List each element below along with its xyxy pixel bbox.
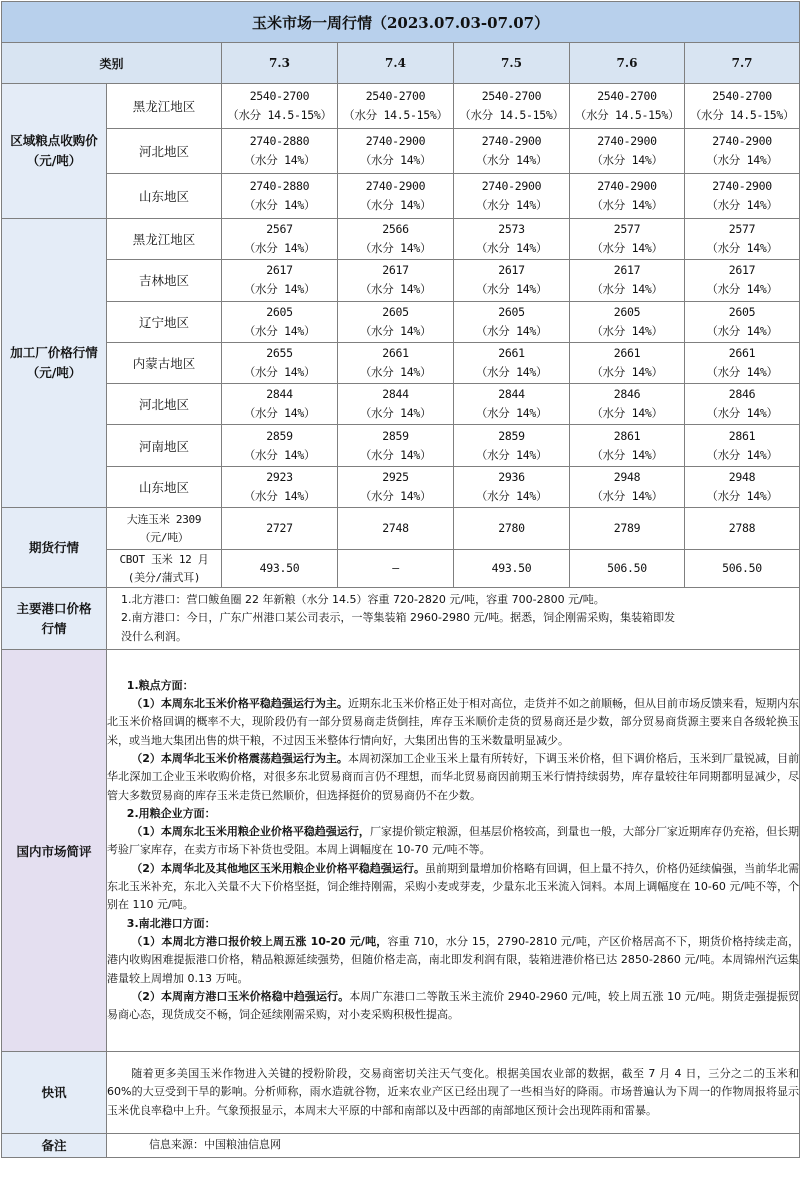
table-row: [2, 588, 800, 650]
table-row: [2, 129, 800, 174]
futures-price: 2789: [613, 521, 641, 536]
region-label: 河北地区: [138, 144, 189, 159]
price-value: 2846: [613, 387, 641, 402]
source-note: 信息来源：中国粮油信息网: [149, 1138, 281, 1152]
price-value: 2740-2900: [597, 134, 657, 148]
moisture-note: （水分 14%）: [591, 447, 663, 462]
price-value: 2617: [266, 263, 293, 278]
price-value: 2861: [728, 428, 756, 443]
price-value: 2740-2900: [365, 179, 426, 193]
review-lead: （1）本周东北玉米用粮企业价格平稳趋强运行，: [131, 825, 370, 839]
price-cell: [570, 466, 685, 507]
region-label: 山东地区: [138, 479, 189, 495]
price-cell: [338, 219, 454, 260]
region-label: 黑龙江地区: [132, 232, 196, 248]
price-value: 2566: [382, 222, 409, 237]
futures-price-cell: [338, 550, 454, 588]
category-header: 类别: [2, 43, 222, 84]
price-cell: [685, 84, 800, 129]
price-cell: [570, 174, 685, 219]
region-name: [107, 174, 222, 219]
review-body: 虽前期到量增加价格略有回调，但上量不持久，价格仍延续偏强，当前华北需东北玉米补充，东北入关量不大下价格坚挺，饲企维持刚需，采购小麦或芽麦，少量东北玉米流入饲料。本周上调幅度在 10-60 元/吨不等，个别在 110 元/吨。: [107, 861, 800, 912]
price-cell: [685, 129, 800, 174]
price-cell: [454, 129, 570, 174]
price-value: 2859: [382, 428, 409, 443]
price-cell: [454, 219, 570, 260]
moisture-note: （水分 14%）: [243, 447, 316, 462]
price-cell: [570, 425, 685, 466]
futures-price-cell: [222, 508, 338, 550]
moisture-note: （水分 14%）: [475, 323, 548, 338]
moisture-note: （水分 14%）: [591, 282, 663, 297]
section-label-line: 加工厂价格行情: [10, 345, 98, 361]
region-name: [107, 129, 222, 174]
table-row: [2, 174, 800, 219]
table-row: [2, 1134, 800, 1158]
section-label-line: 期货行情: [28, 539, 79, 555]
price-cell: [222, 384, 338, 425]
moisture-note: （水分 14%）: [475, 282, 548, 297]
price-value: 2925: [382, 469, 409, 484]
price-value: 2617: [613, 263, 641, 278]
moisture-note: （水分 14%）: [359, 241, 432, 256]
moisture-note: （水分 14%）: [706, 282, 778, 297]
remarks-text: [107, 1134, 800, 1158]
price-value: 2740-2900: [481, 179, 542, 193]
price-value: 2617: [498, 263, 525, 278]
moisture-note: （水分 14%）: [706, 241, 778, 256]
price-cell: [570, 301, 685, 342]
moisture-note: （水分 14%）: [591, 323, 663, 338]
section-label-line: 快讯: [41, 1084, 67, 1100]
price-value: 2859: [498, 428, 525, 443]
page-title: 玉米市场一周行情（2023.07.03-07.07）: [2, 2, 800, 43]
futures-price-cell: [685, 508, 800, 550]
price-cell: [570, 129, 685, 174]
corn-market-weekly-table: [1, 1, 800, 1158]
moisture-note: （水分 14%）: [591, 365, 663, 380]
price-value: 2540-2700: [481, 89, 542, 103]
price-value: 2577: [728, 222, 756, 237]
price-cell: [222, 466, 338, 507]
moisture-note: （水分 14%）: [359, 153, 432, 167]
price-value: 2605: [266, 304, 293, 319]
moisture-note: （水分 14%）: [475, 488, 548, 503]
contract-name: 大连玉米 2309: [126, 512, 202, 526]
region-label: 河南地区: [138, 438, 189, 454]
moisture-note: （水分 14%）: [359, 447, 432, 462]
review-paragraph: [107, 695, 799, 750]
futures-price: 2780: [498, 521, 525, 536]
moisture-note: （水分 14.5-15%）: [689, 108, 795, 122]
region-name: [107, 466, 222, 507]
header-row: [2, 43, 800, 84]
contract-name: CBOT 玉米 12 月: [119, 552, 209, 566]
price-cell: [685, 301, 800, 342]
region-label: 吉林地区: [138, 273, 189, 289]
moisture-note: （水分 14%）: [706, 198, 778, 212]
section-label-line: 备注: [41, 1137, 67, 1153]
price-cell: [454, 466, 570, 507]
price-cell: [222, 425, 338, 466]
review-paragraph: [107, 988, 799, 1025]
moisture-note: （水分 14%）: [359, 365, 432, 380]
moisture-note: （水分 14%）: [475, 447, 548, 462]
price-value: 2846: [728, 387, 756, 402]
review-paragraph: [107, 823, 799, 860]
moisture-note: （水分 14%）: [475, 406, 548, 421]
futures-price-cell: [222, 550, 338, 588]
price-value: 2740-2900: [597, 179, 657, 193]
price-value: 2844: [498, 387, 525, 402]
price-cell: [570, 260, 685, 301]
table-row: [2, 84, 800, 129]
moisture-note: （水分 14%）: [359, 198, 432, 212]
price-cell: [454, 260, 570, 301]
ports-label: [2, 588, 107, 650]
review-lead: （2）本周南方港口玉米价格稳中趋强运行。: [131, 989, 350, 1003]
moisture-note: （水分 14%）: [243, 406, 316, 421]
price-value: 2740-2880: [249, 134, 310, 148]
price-value: 2661: [498, 346, 525, 361]
futures-price: 493.50: [259, 561, 300, 576]
price-value: 2948: [728, 469, 756, 484]
review-lead: （1）本周北方港口报价较上周五涨 10-20 元/吨，: [131, 934, 388, 948]
review-lead: （2）本周华北及其他地区玉米用粮企业价格平稳趋强运行。: [131, 861, 425, 875]
price-cell: [222, 84, 338, 129]
review-paragraph: [107, 860, 799, 915]
region-name: [107, 260, 222, 301]
moisture-note: （水分 14.5-15%）: [343, 108, 448, 122]
table-row: [2, 1052, 800, 1134]
news-text: [107, 1052, 800, 1134]
processing-plant-label: [2, 219, 107, 508]
futures-price: —: [392, 561, 399, 576]
region-name: [107, 301, 222, 342]
region-label: 黑龙江地区: [132, 99, 196, 114]
price-value: 2540-2700: [365, 89, 426, 103]
region-label: 河北地区: [138, 397, 189, 413]
price-value: 2617: [382, 263, 409, 278]
moisture-note: （水分 14%）: [359, 488, 432, 503]
region-name: [107, 84, 222, 129]
price-cell: [222, 129, 338, 174]
price-value: 2540-2700: [597, 89, 657, 103]
moisture-note: （水分 14%）: [591, 153, 663, 167]
moisture-note: （水分 14%）: [359, 406, 432, 421]
futures-price: 493.50: [491, 561, 532, 576]
futures-price-cell: [570, 550, 685, 588]
price-cell: [570, 84, 685, 129]
price-cell: [685, 425, 800, 466]
table-row: [2, 301, 800, 342]
moisture-note: （水分 14%）: [706, 488, 778, 503]
price-cell: [338, 425, 454, 466]
moisture-note: （水分 14%）: [591, 198, 663, 212]
price-value: 2740-2900: [481, 134, 542, 148]
region-label: 辽宁地区: [138, 314, 189, 330]
price-value: 2605: [382, 304, 409, 319]
moisture-note: （水分 14.5-15%）: [227, 108, 332, 122]
price-value: 2567: [266, 222, 293, 237]
moisture-note: （水分 14%）: [591, 488, 663, 503]
section-label-line: 主要港口价格: [16, 600, 92, 616]
moisture-note: （水分 14%）: [243, 198, 316, 212]
futures-price: 2727: [266, 521, 293, 536]
price-value: 2923: [266, 469, 293, 484]
price-value: 2859: [266, 428, 293, 443]
moisture-note: （水分 14%）: [706, 153, 778, 167]
review-body: 容重 710，水分 15，2790-2810 元/吨，产区价格居高不下，期货价格持续走高，港内收购困难提振港口价格，精品粮源延续强势，但随价格走高，南北即发利润有限，装箱进港价格已达 2850-2860 元/吨。本周锦州汽运集港量较上周增加 0.13 万吨。: [107, 934, 800, 985]
price-cell: [338, 174, 454, 219]
north-port-text: 1.北方港口：营口鲅鱼圈 22 年新粮（水分 14.5）容重 720-2820 元/吨，容重 700-2800 元/吨。: [121, 593, 605, 607]
price-value: 2740-2900: [365, 134, 426, 148]
moisture-note: （水分 14%）: [475, 241, 548, 256]
price-cell: [685, 384, 800, 425]
table-row: [2, 260, 800, 301]
news-label: [2, 1052, 107, 1134]
moisture-note: （水分 14%）: [243, 488, 316, 503]
moisture-note: （水分 14%）: [243, 282, 316, 297]
price-value: 2740-2880: [249, 179, 310, 193]
review-paragraph: [107, 933, 799, 988]
moisture-note: （水分 14%）: [706, 447, 778, 462]
price-cell: [338, 342, 454, 383]
section-label-line: 区域粮点收购价: [10, 133, 98, 148]
price-value: 2740-2900: [712, 134, 772, 148]
region-name: [107, 425, 222, 466]
price-cell: [454, 84, 570, 129]
moisture-note: （水分 14%）: [706, 365, 778, 380]
price-cell: [685, 219, 800, 260]
moisture-note: （水分 14.5-15%）: [574, 108, 680, 122]
price-cell: [454, 174, 570, 219]
price-cell: [338, 301, 454, 342]
futures-price: 506.50: [607, 561, 647, 576]
moisture-note: （水分 14%）: [243, 323, 316, 338]
moisture-note: （水分 14%）: [359, 282, 432, 297]
price-cell: [454, 342, 570, 383]
moisture-note: （水分 14.5-15%）: [459, 108, 564, 122]
market-review-text: [107, 650, 800, 1052]
section-label-unit: （元/吨）: [26, 365, 82, 381]
price-cell: [338, 466, 454, 507]
region-name: [107, 342, 222, 383]
price-value: 2861: [613, 428, 641, 443]
date-header: 7.3: [222, 43, 338, 84]
region-label: 内蒙古地区: [132, 356, 196, 372]
price-cell: [685, 174, 800, 219]
moisture-note: （水分 14%）: [243, 153, 316, 167]
price-value: 2617: [728, 263, 756, 278]
moisture-note: （水分 14%）: [591, 241, 663, 256]
moisture-note: （水分 14%）: [359, 323, 432, 338]
price-value: 2740-2900: [712, 179, 772, 193]
price-value: 2573: [498, 222, 525, 237]
ports-text: [107, 588, 800, 650]
table-row: [2, 508, 800, 550]
market-review-label: [2, 650, 107, 1052]
review-lead: （1）本周东北玉米价格平稳趋强运行为主。: [131, 697, 348, 711]
price-cell: [685, 342, 800, 383]
price-cell: [570, 342, 685, 383]
futures-price: 2788: [728, 521, 756, 536]
table-row: [2, 219, 800, 260]
review-body: 本周初深加工企业玉米上量有所转好，下调玉米价格，但下调价格后，玉米到厂量锐减，目前华北深加工企业玉米收购价格，对很多东北贸易商而言仍不理想，而华北贸易商因前期玉米行情持续弱势，库存量较往年同期都明显减少，尽管大多数贸易商的库存玉米走货已然顺价，但选择挺价的贸易商仍不在少数。: [107, 751, 800, 802]
contract-unit: (美分/蒲式耳): [127, 570, 201, 584]
moisture-note: （水分 14%）: [243, 241, 316, 256]
region-label: 山东地区: [138, 189, 189, 204]
regional-purchase-label: [2, 84, 107, 219]
price-value: 2655: [266, 346, 293, 361]
futures-price: 2748: [382, 521, 409, 536]
region-name: [107, 219, 222, 260]
price-value: 2936: [498, 469, 525, 484]
price-value: 2540-2700: [249, 89, 310, 103]
section-label-line: 国内市场简评: [16, 843, 92, 859]
price-cell: [222, 342, 338, 383]
price-value: 2605: [498, 304, 525, 319]
futures-price-cell: [338, 508, 454, 550]
moisture-note: （水分 14%）: [475, 365, 548, 380]
price-value: 2844: [266, 387, 293, 402]
review-heading: 2.用粮企业方面：: [126, 806, 216, 820]
review-heading: 3.南北港口方面：: [126, 916, 216, 930]
date-header: 7.6: [570, 43, 685, 84]
price-cell: [570, 219, 685, 260]
price-cell: [338, 129, 454, 174]
price-value: 2577: [613, 222, 641, 237]
price-cell: [685, 260, 800, 301]
price-cell: [454, 425, 570, 466]
moisture-note: （水分 14%）: [706, 323, 778, 338]
moisture-note: （水分 14%）: [475, 153, 548, 167]
price-cell: [338, 84, 454, 129]
price-cell: [685, 466, 800, 507]
review-body: 近期东北玉米价格正处于相对高位，走货并不如之前顺畅，但从目前市场反馈来看，短期内东北玉米价格回调的概率不大，现阶段仍有一部分贸易商走货倒挂，库存玉米顺价走货的贸易商还是少数，部分贸易商货源主要来自各级轮换玉米，或当地大集团出售的烘干粮，不过因玉米整体行情向好，大集团出售的玉米数量明显减少。: [107, 697, 800, 747]
section-label-line: 行情: [41, 620, 67, 636]
price-cell: [338, 384, 454, 425]
review-heading: 1.粮点方面：: [126, 678, 194, 692]
futures-price-cell: [454, 550, 570, 588]
price-value: 2540-2700: [712, 89, 772, 103]
moisture-note: （水分 14%）: [243, 365, 316, 380]
south-port-text: 2.南方港口：今日，广东广州港口某公司表示，一等集装箱 2960-2980 元/吨。据悉，饲企刚需采购，集装箱即发: [121, 611, 676, 625]
price-cell: [454, 384, 570, 425]
price-cell: [222, 219, 338, 260]
review-body: 厂家提价锁定粮源，但基层价格较高，到量也一般，大部分厂家近期库存仍充裕，但长期考验厂家库存，在卖方市场下补货也受阻。本周上调幅度在 10-70 元/吨不等。: [107, 825, 800, 857]
review-lead: （2）本周华北玉米价格震荡趋强运行为主。: [131, 751, 348, 765]
price-value: 2605: [613, 304, 641, 319]
price-value: 2661: [382, 346, 409, 361]
moisture-note: （水分 14%）: [475, 198, 548, 212]
contract-unit: （元/吨）: [139, 530, 189, 544]
table-row: [2, 550, 800, 588]
news-paragraph: 随着更多美国玉米作物进入关键的授粉阶段，交易商密切关注天气变化。根据美国农业部的数据，截至 7 月 4 日，三分之二的玉米和 60%的大豆受到干旱的影响。分析师称，雨水造就谷物，近来农业产区已经出现了一些相当好的降雨。市场普遍认为下周一的作物周报将显示玉米优良率稳中上升。气象预报显示，本周末大平原的中部和南部以及中西部的南部地区预计会出现阵雨和雷暴。: [107, 1067, 800, 1117]
futures-price: 506.50: [722, 561, 762, 576]
date-header: 7.7: [685, 43, 800, 84]
futures-contract-name: [107, 508, 222, 550]
price-cell: [338, 260, 454, 301]
price-value: 2605: [728, 304, 756, 319]
table-row: [2, 384, 800, 425]
moisture-note: （水分 14%）: [591, 406, 663, 421]
table-row: [2, 466, 800, 507]
remarks-label: [2, 1134, 107, 1158]
table-row: [2, 650, 800, 1052]
table-row: [2, 342, 800, 383]
price-value: 2844: [382, 387, 409, 402]
region-name: [107, 384, 222, 425]
price-cell: [570, 384, 685, 425]
date-header: 7.4: [338, 43, 454, 84]
price-cell: [454, 301, 570, 342]
price-cell: [222, 174, 338, 219]
futures-price-cell: [570, 508, 685, 550]
section-label-unit: （元/吨）: [26, 153, 82, 168]
moisture-note: （水分 14%）: [706, 406, 778, 421]
south-port-text: 没什么利润。: [121, 629, 187, 643]
price-cell: [222, 260, 338, 301]
price-cell: [222, 301, 338, 342]
price-value: 2661: [613, 346, 641, 361]
futures-price-cell: [685, 550, 800, 588]
price-value: 2661: [728, 346, 756, 361]
futures-price-cell: [454, 508, 570, 550]
table-row: [2, 425, 800, 466]
review-paragraph: [107, 750, 799, 805]
price-value: 2948: [613, 469, 641, 484]
futures-contract-name: [107, 550, 222, 588]
date-header: 7.5: [454, 43, 570, 84]
futures-label: [2, 508, 107, 588]
review-body: 本周广东港口二等散玉米主流价 2940-2960 元/吨，较上周五涨 10 元/吨。期货走强提振贸易商心态，现货成交不畅，饲企延续刚需采购，对小麦采购积极性提高。: [107, 989, 800, 1022]
